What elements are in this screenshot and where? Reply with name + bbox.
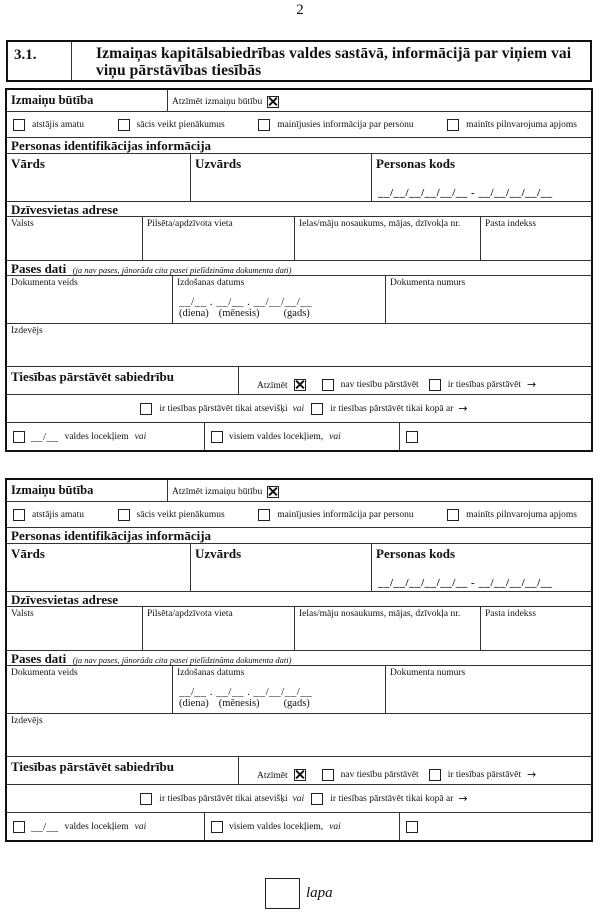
option-all-members[interactable]: visiem valdes locekļiem, vai xyxy=(205,813,400,840)
option-authority-changed[interactable]: mainīts pilnvarojuma apjoms xyxy=(447,509,577,521)
last-name-field[interactable]: Uzvārds xyxy=(191,154,372,201)
checkbox-icon[interactable] xyxy=(429,379,441,391)
option-started-duties[interactable]: sācis veikt pienākumus xyxy=(118,119,225,131)
personal-code-mask-1: __/__/__/__/__/__ xyxy=(378,577,468,589)
board-member-block: Izmaiņu būtība Atzīmēt izmaiņu būtību atstājis amatu sācis veikt pienākumus mainījusies informācija par personu mainīts pilnvarojuma apjoms Personas identifikācijas informācija Vārds Uzvārds Personas kods __/__/__/__/__/__ - __/__/__/__/__ Dzīvesvietas adrese Valsts Pilsēta/apdzīvota vieta Ielas/māju nosaukums, mājas, dzīvokļa nr. Pasta indekss Pases dati (ja nav pases, jānorāda cita pasei pielīdzināma dokumenta dati) Dokumenta veids Izdošanas datums __/__ . __/__ . __/__/__/__ (diena) (mēnesis) (gads) Dokumenta numurs Izdevējs Tiesības pārstāvēt sabiedrību Atzīmēt nav tiesību pārstāvēt ir tiesības pārstāvēt → ir tiesības pārstāvēt tikai atsevišķi vai ir tiesības pārstāvēt tikai kopā ar → __/__ valdes locekļiem vai visiem valdes locekļiem, vai xyxy=(5,88,593,452)
personal-code-mask-1: __/__/__/__/__/__ xyxy=(378,187,468,199)
checked-box-x-icon xyxy=(294,379,306,391)
option-has-rights[interactable]: ir tiesības pārstāvēt xyxy=(429,379,521,391)
arrow-right-icon: → xyxy=(458,402,468,415)
page-label: lapa xyxy=(306,885,333,901)
option-authority-changed[interactable]: mainīts pilnvarojuma apjoms xyxy=(447,119,577,131)
document-type-field[interactable]: Dokumenta veids xyxy=(7,276,173,323)
option-no-rights[interactable]: nav tiesību pārstāvēt xyxy=(322,769,419,781)
street-field[interactable]: Ielas/māju nosaukums, mājas, dzīvokļa nr. xyxy=(295,607,481,650)
issuer-field[interactable]: Izdevējs xyxy=(11,326,43,336)
country-field[interactable]: Valsts xyxy=(7,607,143,650)
arrow-right-icon: → xyxy=(527,768,537,781)
section-title: Izmaiņas kapitālsabiedrības valdes sastāvā, informācijā par viņiem vai viņu pārstāvības tiesībās xyxy=(96,45,572,79)
option-has-rights[interactable]: ir tiesības pārstāvēt xyxy=(429,769,521,781)
document-number-field[interactable]: Dokumenta numurs xyxy=(390,668,466,678)
issue-date-mask: __/__ . __/__ . __/__/__/__ xyxy=(179,686,313,698)
checkbox-icon[interactable] xyxy=(258,119,270,131)
checkbox-icon[interactable] xyxy=(13,821,25,833)
first-name-field[interactable]: Vārds xyxy=(7,544,191,591)
change-nature-mark-label: Atzīmēt izmaiņu būtību xyxy=(172,486,263,497)
first-name-field[interactable]: Vārds xyxy=(7,154,191,201)
representation-heading: Tiesības pārstāvēt sabiedrību xyxy=(7,367,239,394)
city-field[interactable]: Pilsēta/apdzīvota vieta xyxy=(143,607,295,650)
arrow-right-icon: → xyxy=(458,792,468,805)
checkbox-icon[interactable] xyxy=(211,431,223,443)
option-all-members[interactable]: visiem valdes locekļiem, vai xyxy=(205,423,400,450)
passport-note: (ja nav pases, jānorāda cita pasei pielīdzināma dokumenta dati) xyxy=(72,265,292,275)
option-other[interactable] xyxy=(400,423,591,450)
document-number-field[interactable]: Dokumenta numurs xyxy=(390,278,466,288)
issue-date-field[interactable]: Izdošanas datums __/__ . __/__ . __/__/__/__ (diena) (mēnesis) (gads) xyxy=(173,276,386,323)
street-field[interactable]: Ielas/māju nosaukums, mājas, dzīvokļa nr. xyxy=(295,217,481,260)
document-type-field[interactable]: Dokumenta veids xyxy=(7,666,173,713)
page-number: 2 xyxy=(296,2,304,18)
last-name-field[interactable]: Uzvārds xyxy=(191,544,372,591)
checkbox-icon[interactable] xyxy=(13,509,25,521)
option-jointly[interactable]: ir tiesības pārstāvēt tikai kopā ar xyxy=(311,403,453,415)
checkbox-icon[interactable] xyxy=(406,431,418,443)
section-number: 3.1. xyxy=(8,42,72,80)
issue-date-field[interactable]: Izdošanas datums __/__ . __/__ . __/__/__/__ (diena) (mēnesis) (gads) xyxy=(173,666,386,713)
members-count-mask: __/__ xyxy=(31,820,59,833)
checkbox-icon[interactable] xyxy=(13,119,25,131)
identification-heading: Personas identifikācijas informācija xyxy=(11,528,212,543)
option-info-changed[interactable]: mainījusies informācija par personu xyxy=(258,509,413,521)
representation-heading: Tiesības pārstāvēt sabiedrību xyxy=(7,757,239,784)
change-nature-heading: Izmaiņu būtība xyxy=(7,480,168,501)
checkbox-icon[interactable] xyxy=(322,379,334,391)
page-count-field[interactable] xyxy=(265,878,300,909)
page-count-area xyxy=(265,878,333,909)
issue-date-mask: __/__ . __/__ . __/__/__/__ xyxy=(179,296,313,308)
checked-box-x-icon xyxy=(294,769,306,781)
checkbox-icon[interactable] xyxy=(429,769,441,781)
passport-note: (ja nav pases, jānorāda cita pasei pielīdzināma dokumenta dati) xyxy=(72,655,292,665)
option-n-members[interactable]: __/__ valdes locekļiem vai xyxy=(7,423,205,450)
option-n-members[interactable]: __/__ valdes locekļiem vai xyxy=(7,813,205,840)
option-separately[interactable]: ir tiesības pārstāvēt tikai atsevišķi xyxy=(140,793,287,805)
checkbox-icon[interactable] xyxy=(406,821,418,833)
members-count-mask: __/__ xyxy=(31,430,59,443)
checked-box-x-icon xyxy=(267,96,279,108)
checkbox-icon[interactable] xyxy=(118,509,130,521)
address-heading: Dzīvesvietas adrese xyxy=(11,592,118,607)
checked-box-x-icon xyxy=(267,486,279,498)
checkbox-icon[interactable] xyxy=(13,431,25,443)
checkbox-icon[interactable] xyxy=(118,119,130,131)
checkbox-icon[interactable] xyxy=(211,821,223,833)
checkbox-icon[interactable] xyxy=(140,793,152,805)
checkbox-icon[interactable] xyxy=(311,793,323,805)
country-field[interactable]: Valsts xyxy=(7,217,143,260)
issuer-field[interactable]: Izdevējs xyxy=(11,716,43,726)
postal-code-field[interactable]: Pasta indekss xyxy=(485,219,536,229)
option-other[interactable] xyxy=(400,813,591,840)
checkbox-icon[interactable] xyxy=(322,769,334,781)
checkbox-icon[interactable] xyxy=(447,509,459,521)
personal-code-field[interactable]: Personas kods __/__/__/__/__/__ - __/__/__/__/__ xyxy=(376,546,553,589)
option-left-office[interactable]: atstājis amatu xyxy=(13,119,84,131)
city-field[interactable]: Pilsēta/apdzīvota vieta xyxy=(143,217,295,260)
option-started-duties[interactable]: sācis veikt pienākumus xyxy=(118,509,225,521)
option-jointly[interactable]: ir tiesības pārstāvēt tikai kopā ar xyxy=(311,793,453,805)
personal-code-mask-2: __/__/__/__/__ xyxy=(478,577,553,589)
passport-heading: Pases dati xyxy=(11,651,67,666)
personal-code-field[interactable]: Personas kods __/__/__/__/__/__ - __/__/__/__/__ xyxy=(376,156,553,199)
change-nature-mark-label: Atzīmēt izmaiņu būtību xyxy=(172,96,263,107)
identification-heading: Personas identifikācijas informācija xyxy=(11,138,212,153)
section-header xyxy=(6,40,592,82)
option-info-changed[interactable]: mainījusies informācija par personu xyxy=(258,119,413,131)
passport-heading: Pases dati xyxy=(11,261,67,276)
option-left-office[interactable]: atstājis amatu xyxy=(13,509,84,521)
option-separately[interactable]: ir tiesības pārstāvēt tikai atsevišķi xyxy=(140,403,287,415)
checkbox-icon[interactable] xyxy=(447,119,459,131)
checkbox-icon[interactable] xyxy=(140,403,152,415)
checkbox-icon[interactable] xyxy=(311,403,323,415)
change-nature-heading: Izmaiņu būtība xyxy=(7,90,168,111)
arrow-right-icon: → xyxy=(527,378,537,391)
checkbox-icon[interactable] xyxy=(258,509,270,521)
option-no-rights[interactable]: nav tiesību pārstāvēt xyxy=(322,379,419,391)
board-member-block: Izmaiņu būtība Atzīmēt izmaiņu būtību atstājis amatu sācis veikt pienākumus mainījusies informācija par personu mainīts pilnvarojuma apjoms Personas identifikācijas informācija Vārds Uzvārds Personas kods __/__/__/__/__/__ - __/__/__/__/__ Dzīvesvietas adrese Valsts Pilsēta/apdzīvota vieta Ielas/māju nosaukums, mājas, dzīvokļa nr. Pasta indekss Pases dati (ja nav pases, jānorāda cita pasei pielīdzināma dokumenta dati) Dokumenta veids Izdošanas datums __/__ . __/__ . __/__/__/__ (diena) (mēnesis) (gads) Dokumenta numurs Izdevējs Tiesības pārstāvēt sabiedrību Atzīmēt nav tiesību pārstāvēt ir tiesības pārstāvēt → ir tiesības pārstāvēt tikai atsevišķi vai ir tiesības pārstāvēt tikai kopā ar → __/__ valdes locekļiem vai visiem valdes locekļiem, vai xyxy=(5,478,593,842)
address-heading: Dzīvesvietas adrese xyxy=(11,202,118,217)
personal-code-mask-2: __/__/__/__/__ xyxy=(478,187,553,199)
postal-code-field[interactable]: Pasta indekss xyxy=(485,609,536,619)
